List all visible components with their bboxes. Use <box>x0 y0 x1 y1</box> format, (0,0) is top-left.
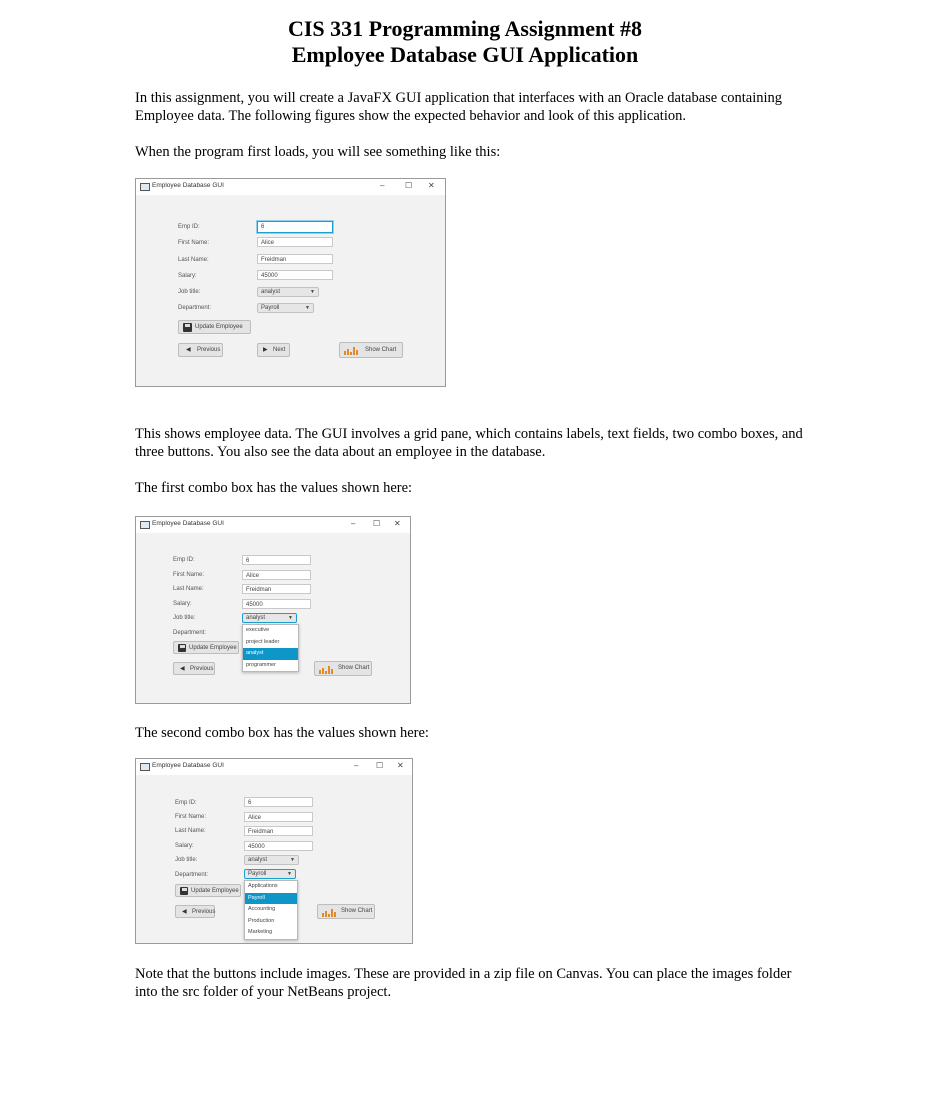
show-chart-button[interactable] <box>317 904 375 919</box>
maximize-icon[interactable]: ☐ <box>376 761 384 770</box>
chevron-down-icon: ▼ <box>305 305 310 311</box>
first-name-field[interactable]: Alice <box>257 237 333 247</box>
last-name-label: Last Name: <box>173 586 204 592</box>
window-titlebar <box>136 517 410 533</box>
job-title-label: Job title: <box>178 289 201 295</box>
job-title-dropdown-list <box>242 624 299 672</box>
update-employee-button[interactable] <box>178 320 251 334</box>
job-title-combo[interactable] <box>242 613 297 623</box>
window-titlebar <box>136 179 445 195</box>
first-name-label: First Name: <box>175 814 207 820</box>
app-icon <box>140 183 150 191</box>
update-employee-label: Update Employee <box>195 324 243 330</box>
window-titlebar <box>136 759 412 775</box>
triangle-left-icon: ◀ <box>186 347 191 353</box>
previous-button[interactable] <box>173 662 215 675</box>
doc-subtitle: Employee Database GUI Application <box>291 42 639 67</box>
window-title: Employee Database GUI <box>152 762 224 769</box>
minimize-icon[interactable]: – <box>380 181 385 190</box>
update-employee-label: Update Employee <box>189 645 237 651</box>
first-name-label: First Name: <box>178 240 210 246</box>
job-title-value: analyst <box>246 615 266 621</box>
triangle-right-icon: ▶ <box>263 347 268 353</box>
minimize-icon[interactable]: – <box>351 519 356 528</box>
second-combo-paragraph: The second combo box has the values shown here: <box>135 725 429 741</box>
last-name-field[interactable]: Freidman <box>244 826 313 836</box>
minimize-icon[interactable]: – <box>354 761 359 770</box>
previous-label: Previous <box>192 909 216 915</box>
floppy-disk-icon <box>183 323 192 332</box>
department-option[interactable]: Marketing <box>248 929 273 935</box>
triangle-left-icon: ◀ <box>182 909 187 915</box>
first-combo-paragraph: The first combo box has the values shown here: <box>135 480 413 496</box>
salary-field[interactable]: 45000 <box>242 599 311 609</box>
show-chart-label: Show Chart <box>365 347 397 353</box>
show-chart-button[interactable] <box>339 342 403 358</box>
chevron-down-icon: ▼ <box>310 289 315 295</box>
job-title-value: analyst <box>248 857 268 863</box>
close-icon[interactable]: ✕ <box>394 519 401 528</box>
emp-id-label: Emp ID: <box>175 800 197 806</box>
salary-label: Salary: <box>175 843 194 849</box>
bar-chart-icon <box>319 665 333 674</box>
doc-title: CIS 331 Programming Assignment #8 <box>287 16 643 41</box>
department-label: Department: <box>173 630 207 636</box>
chevron-down-icon: ▼ <box>287 871 292 877</box>
job-title-value: analyst <box>261 289 281 295</box>
job-title-combo[interactable] <box>257 287 319 297</box>
previous-button[interactable] <box>178 343 223 357</box>
maximize-icon[interactable]: ☐ <box>405 181 413 190</box>
update-employee-button[interactable] <box>173 641 239 654</box>
show-chart-button[interactable] <box>314 661 372 676</box>
department-label: Department: <box>175 872 209 878</box>
department-option[interactable]: Payroll <box>245 893 297 905</box>
app-icon <box>140 763 150 771</box>
job-title-combo[interactable] <box>244 855 299 865</box>
salary-label: Salary: <box>178 273 197 279</box>
triangle-left-icon: ◀ <box>180 666 185 672</box>
close-icon[interactable]: ✕ <box>397 761 404 770</box>
chevron-down-icon: ▼ <box>290 857 295 863</box>
previous-button[interactable] <box>175 905 215 918</box>
last-name-field[interactable]: Freidman <box>257 254 333 264</box>
maximize-icon[interactable]: ☐ <box>373 519 381 528</box>
update-employee-label: Update Employee <box>191 888 239 894</box>
floppy-disk-icon <box>178 644 186 652</box>
department-option[interactable]: Applications <box>248 883 278 889</box>
department-combo[interactable] <box>244 869 296 879</box>
note-paragraph: Note that the buttons include images. These are provided in a zip file on Canvas. You can place the images folder into the src folder of your NetBeans project. <box>135 966 792 1000</box>
department-value: Payroll <box>248 871 267 877</box>
last-name-label: Last Name: <box>175 828 206 834</box>
last-name-field[interactable]: Freidman <box>242 584 311 594</box>
department-option[interactable]: Accounting <box>248 906 276 912</box>
department-option[interactable]: Production <box>248 917 275 924</box>
salary-field[interactable]: 45000 <box>244 841 313 851</box>
emp-id-field[interactable]: 6 <box>257 221 333 233</box>
emp-id-label: Emp ID: <box>173 557 195 563</box>
shows-data-paragraph: This shows employee data. The GUI involves a grid pane, which contains labels, text fields, two combo boxes, and three buttons. You also see the data about an employee in the database. <box>135 426 803 460</box>
update-employee-button[interactable] <box>175 884 241 897</box>
job-title-label: Job title: <box>175 857 198 863</box>
job-title-option[interactable]: executive <box>246 627 270 633</box>
job-title-label: Job title: <box>173 615 196 621</box>
screenshot-initial <box>135 178 446 387</box>
floppy-disk-icon <box>180 887 188 895</box>
screenshot-job-title-dropdown <box>135 516 411 704</box>
job-title-option[interactable]: programmer <box>246 661 276 668</box>
first-name-field[interactable]: Alice <box>244 812 313 822</box>
window-title: Employee Database GUI <box>152 520 224 527</box>
previous-label: Previous <box>197 347 221 353</box>
emp-id-field[interactable]: 6 <box>242 555 311 565</box>
window-title: Employee Database GUI <box>152 182 224 189</box>
bar-chart-icon <box>322 908 336 917</box>
job-title-option[interactable]: analyst <box>243 648 298 660</box>
first-loads-paragraph: When the program first loads, you will see something like this: <box>135 144 501 160</box>
bar-chart-icon <box>344 346 358 355</box>
department-dropdown-list <box>244 880 298 940</box>
job-title-option[interactable]: project leader <box>246 638 280 645</box>
last-name-label: Last Name: <box>178 257 209 263</box>
first-name-field[interactable]: Alice <box>242 570 311 580</box>
show-chart-label: Show Chart <box>338 665 370 671</box>
department-value: Payroll <box>261 305 280 311</box>
close-icon[interactable]: ✕ <box>428 181 435 190</box>
app-icon <box>140 521 150 529</box>
next-label: Next <box>273 347 286 353</box>
salary-label: Salary: <box>173 601 192 607</box>
next-button[interactable] <box>257 343 290 357</box>
chevron-down-icon: ▼ <box>288 615 293 621</box>
department-label: Department: <box>178 305 212 311</box>
previous-label: Previous <box>190 666 214 672</box>
emp-id-label: Emp ID: <box>178 224 200 230</box>
show-chart-label: Show Chart <box>341 908 373 914</box>
screenshot-department-dropdown <box>135 758 413 944</box>
salary-field[interactable]: 45000 <box>257 270 333 280</box>
department-combo[interactable] <box>257 303 314 313</box>
intro-paragraph: In this assignment, you will create a JavaFX GUI application that interfaces with an Oracle database containing Employee data. The following figures show the expected behavior and look of this application. <box>135 90 783 124</box>
first-name-label: First Name: <box>173 572 205 578</box>
emp-id-field[interactable]: 6 <box>244 797 313 807</box>
